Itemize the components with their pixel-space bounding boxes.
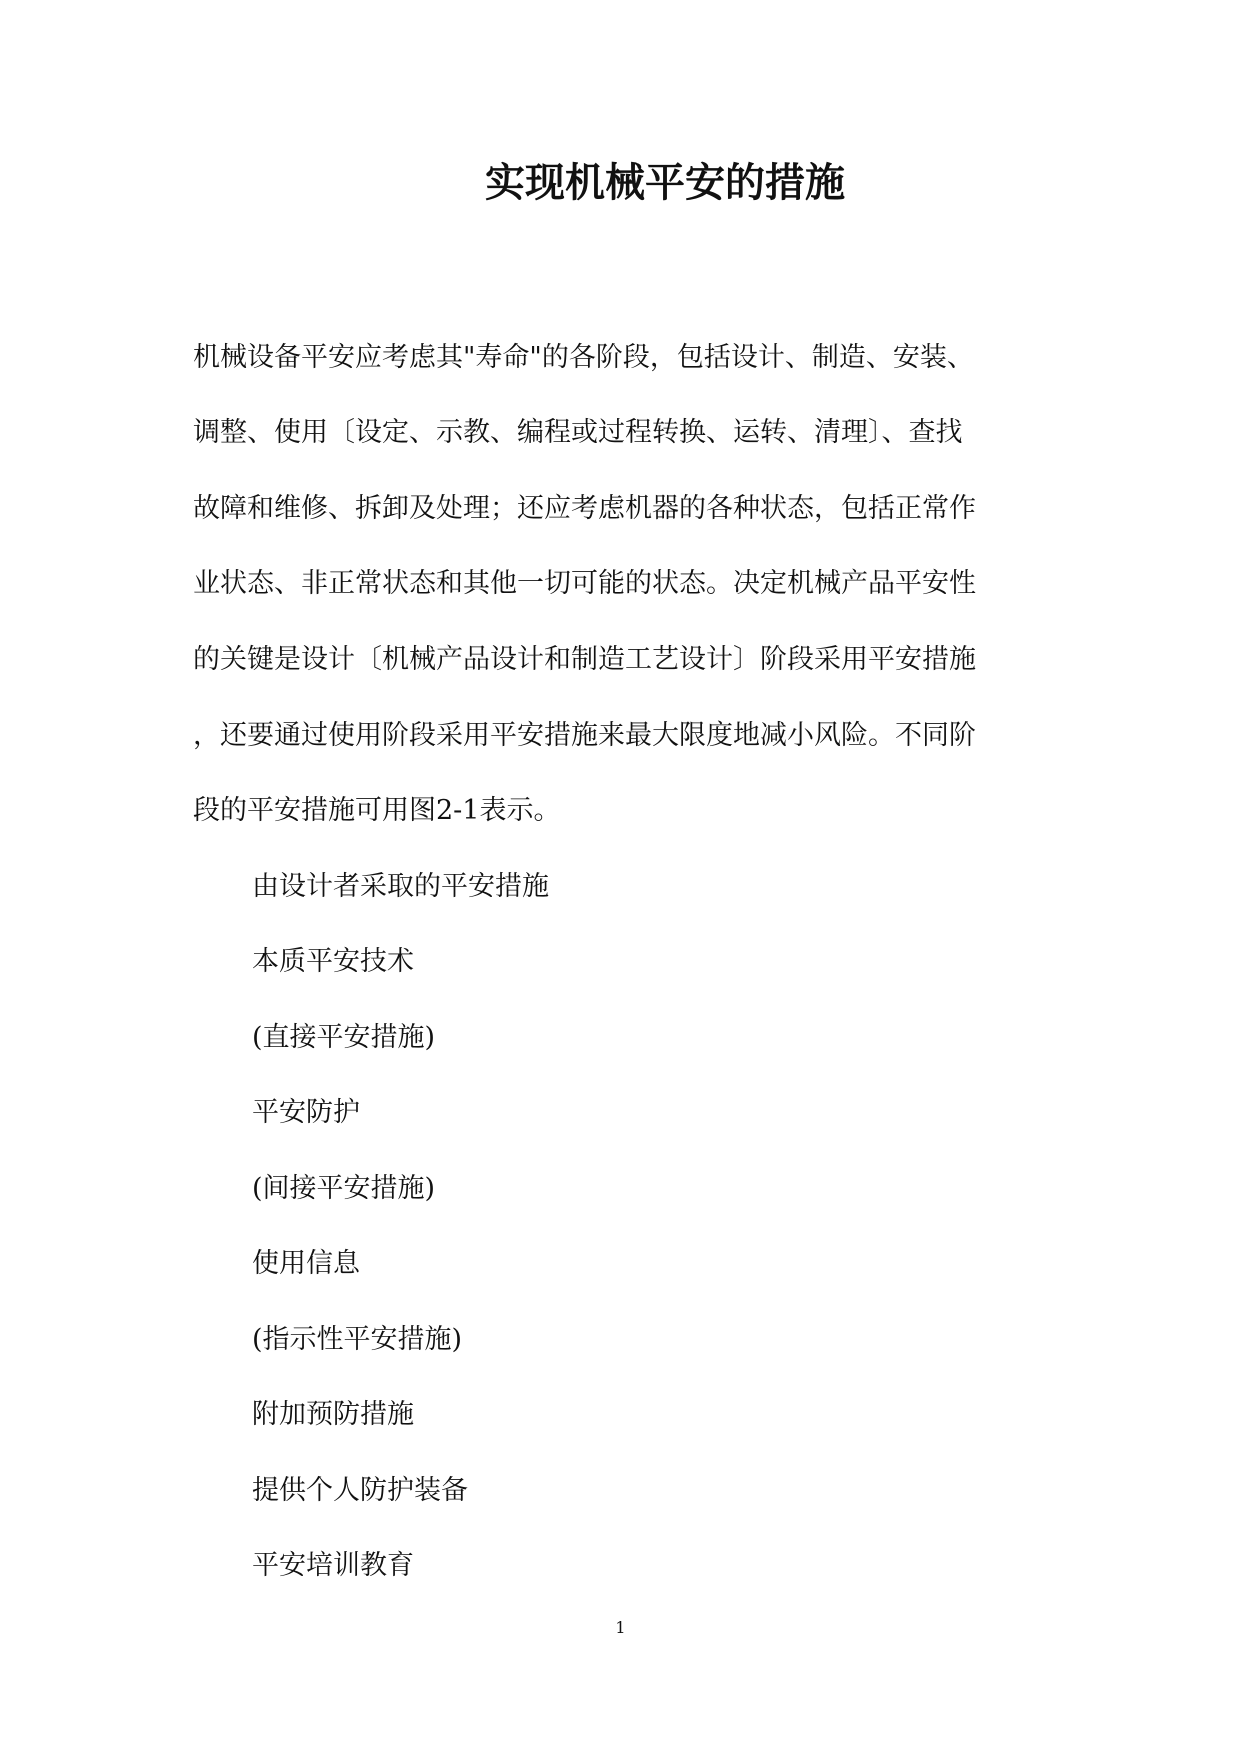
list-item: (指示性平安措施) — [252, 1324, 463, 1355]
paragraph-line: 机械设备平安应考虑其"寿命"的各阶段，包括设计、制造、安装、 — [193, 342, 974, 373]
list-item: (直接平安措施) — [252, 1022, 436, 1053]
list-item: 本质平安技术 — [252, 946, 414, 977]
list-item: 使用信息 — [252, 1248, 360, 1279]
list-item: (间接平安措施) — [252, 1173, 436, 1204]
paragraph-line: ，还要通过使用阶段采用平安措施来最大限度地减小风险。不同阶 — [193, 720, 976, 751]
list-item: 提供个人防护装备 — [252, 1475, 468, 1506]
paragraph-line: 调整、使用〔设定、示教、编程或过程转换、运转、清理〕、查找 — [193, 417, 963, 448]
list-item: 由设计者采取的平安措施 — [252, 871, 549, 902]
paragraph-line: 的关键是设计〔机械产品设计和制造工艺设计〕阶段采用平安措施 — [193, 644, 976, 675]
page-title: 实现机械平安的措施 — [485, 159, 845, 206]
list-item: 平安防护 — [252, 1097, 360, 1128]
page-number: 1 — [615, 1618, 626, 1637]
list-item: 平安培训教育 — [252, 1550, 414, 1581]
paragraph-line: 业状态、非正常状态和其他一切可能的状态。决定机械产品平安性 — [193, 568, 976, 599]
paragraph-line: 段的平安措施可用图2-1表示。 — [193, 795, 561, 826]
paragraph-line: 故障和维修、拆卸及处理；还应考虑机器的各种状态，包括正常作 — [193, 493, 976, 524]
list-item: 附加预防措施 — [252, 1399, 414, 1430]
